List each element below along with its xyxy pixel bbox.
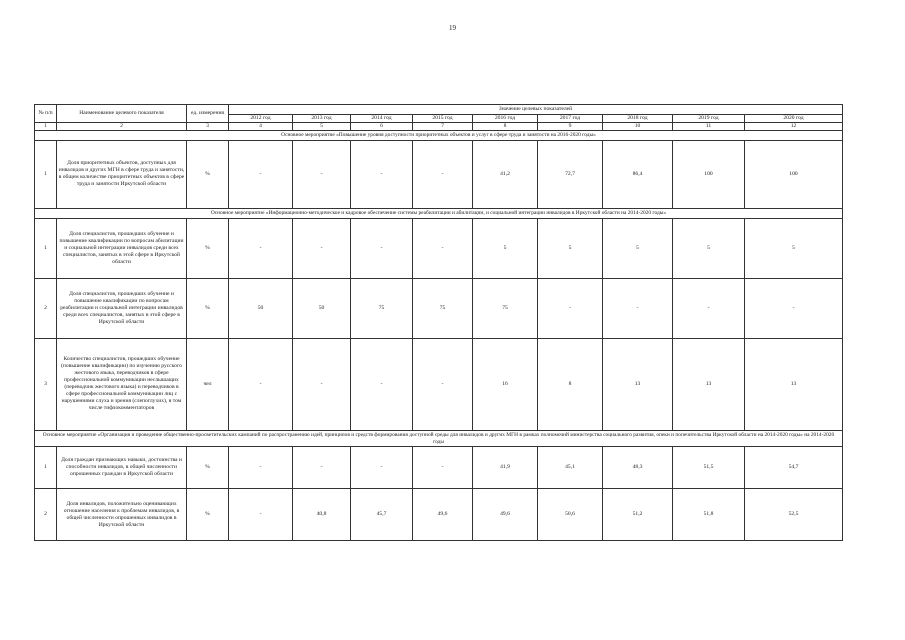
colnum-cell: 5 xyxy=(293,123,351,131)
header-row-1 xyxy=(35,105,843,115)
table-row xyxy=(35,338,843,430)
row-num: 1 xyxy=(35,447,57,489)
col-num-header: № п/п xyxy=(35,105,57,123)
value-cell: 51,2 xyxy=(603,489,673,541)
value-cell: 13 xyxy=(673,338,745,430)
value-cell: 13 xyxy=(745,338,843,430)
section-header-row xyxy=(35,208,843,218)
year-header: 2019 год xyxy=(673,115,745,123)
value-cell: - xyxy=(351,140,413,208)
value-cell: 5 xyxy=(673,218,745,278)
value-cell: 45,7 xyxy=(351,489,413,541)
value-cell: 51,8 xyxy=(673,489,745,541)
value-cell: 51,5 xyxy=(673,447,745,489)
row-num: 1 xyxy=(35,218,57,278)
colnum-cell: 6 xyxy=(351,123,413,131)
value-cell: 5 xyxy=(603,218,673,278)
table-row xyxy=(35,218,843,278)
value-cell: 45,1 xyxy=(538,447,603,489)
indicator-name: Доля приоритетных объектов, доступных для инвалидов и других МГН в сфере труда и занятости, в общем количестве приоритетных объектов в сфере труда и занятости Иркутской области xyxy=(57,140,187,208)
value-cell: 49,6 xyxy=(413,489,473,541)
value-cell: 100 xyxy=(745,140,843,208)
values-title-header: Значение целевых показателей xyxy=(229,105,843,115)
table-row xyxy=(35,140,843,208)
page-number: 19 xyxy=(449,24,456,32)
unit-cell: % xyxy=(187,140,229,208)
value-cell: 40,8 xyxy=(293,489,351,541)
year-header: 2016 год xyxy=(473,115,538,123)
section-title: Основное мероприятие «Информационно-методическое и кадровое обеспечение системы реабилитации и абилитации, и социальной интеграции инвалидов в Иркутской области на 2014-2020 годы» xyxy=(35,208,843,218)
value-cell: - xyxy=(293,140,351,208)
colnum-cell: 3 xyxy=(187,123,229,131)
value-cell: 86,4 xyxy=(603,140,673,208)
colnum-cell: 8 xyxy=(473,123,538,131)
table-row xyxy=(35,447,843,489)
unit-cell: % xyxy=(187,218,229,278)
col-unit-header: ед. измерения xyxy=(187,105,229,123)
value-cell: - xyxy=(745,278,843,338)
row-num: 2 xyxy=(35,278,57,338)
colnum-cell: 2 xyxy=(57,123,187,131)
value-cell: - xyxy=(351,447,413,489)
value-cell: 49,6 xyxy=(473,489,538,541)
value-cell: 54,7 xyxy=(745,447,843,489)
row-num: 1 xyxy=(35,140,57,208)
value-cell: 16 xyxy=(473,338,538,430)
colnum-cell: 7 xyxy=(413,123,473,131)
year-header: 2012 год xyxy=(229,115,293,123)
value-cell: - xyxy=(229,489,293,541)
value-cell: 41,9 xyxy=(473,447,538,489)
indicator-name: Доля специалистов, прошедших обучение и повышение квалификации по вопросам реабилитации и социальной интеграции инвалидов среди всех специалистов, занятых в этой сфере в Иркутской области xyxy=(57,278,187,338)
value-cell: 5 xyxy=(538,218,603,278)
table-row xyxy=(35,489,843,541)
value-cell: - xyxy=(293,338,351,430)
value-cell: - xyxy=(293,218,351,278)
colnum-cell: 9 xyxy=(538,123,603,131)
value-cell: 13 xyxy=(603,338,673,430)
value-cell: 50,6 xyxy=(538,489,603,541)
value-cell: - xyxy=(538,278,603,338)
value-cell: 8 xyxy=(538,338,603,430)
section-title: Основное мероприятие «Организация и проведение общественно-просветительских кампаний по распространению идей, принципов и средств формирования доступной среды для инвалидов и других МГН в рамках полномочий министерства социального развития, опеки и попечительства Иркутской области на 2014-2020 годы» на 2014-2020 годы xyxy=(35,430,843,447)
colnum-cell: 12 xyxy=(745,123,843,131)
unit-cell: % xyxy=(187,447,229,489)
section-header-row xyxy=(35,131,843,141)
col-name-header: Наименование целевого показателя xyxy=(57,105,187,123)
value-cell: 75 xyxy=(473,278,538,338)
year-header: 2014 год xyxy=(351,115,413,123)
section-title: Основное мероприятие «Повышение уровня доступности приоритетных объектов и услуг в сфере труда и занятости на 2016-2020 годы» xyxy=(35,131,843,141)
year-header: 2015 год xyxy=(413,115,473,123)
unit-cell: % xyxy=(187,278,229,338)
value-cell: 75 xyxy=(413,278,473,338)
colnum-cell: 4 xyxy=(229,123,293,131)
indicator-name: Количество специалистов, прошедших обучение (повышение квалификации) по изучению русского жестового языка, переводчиков в сфере профессиональной коммуникации неслышащих (переводчик жестового языка) и переводчиков в сфере профессиональной коммуникации лиц с нарушениями слуха и зрения (слепоглухих), в том числе тифлокомментаторов xyxy=(57,338,187,430)
value-cell: 48,3 xyxy=(603,447,673,489)
indicator-name: Доля инвалидов, положительно оценивающих отношение населения к проблемам инвалидов, в общей численности опрошенных инвалидов в Иркутской области xyxy=(57,489,187,541)
colnum-cell: 1 xyxy=(35,123,57,131)
value-cell: - xyxy=(293,447,351,489)
indicator-name: Доля граждан признающих навыки, достоинства и способности инвалидов, в общей численности опрошенных граждан в Иркутской области xyxy=(57,447,187,489)
year-header: 2013 год xyxy=(293,115,351,123)
value-cell: 50 xyxy=(293,278,351,338)
year-header: 2020 год xyxy=(745,115,843,123)
value-cell: - xyxy=(413,140,473,208)
value-cell: - xyxy=(413,447,473,489)
year-header: 2017 год xyxy=(538,115,603,123)
value-cell: 52,5 xyxy=(745,489,843,541)
colnum-cell: 11 xyxy=(673,123,745,131)
value-cell: - xyxy=(351,218,413,278)
year-header: 2018 год xyxy=(603,115,673,123)
value-cell: - xyxy=(413,338,473,430)
value-cell: - xyxy=(603,278,673,338)
table-row xyxy=(35,278,843,338)
value-cell: - xyxy=(229,338,293,430)
value-cell: 5 xyxy=(473,218,538,278)
value-cell: - xyxy=(229,218,293,278)
value-cell: - xyxy=(413,218,473,278)
value-cell: 75 xyxy=(351,278,413,338)
row-num: 3 xyxy=(35,338,57,430)
value-cell: - xyxy=(673,278,745,338)
value-cell: - xyxy=(229,140,293,208)
section-header-row xyxy=(35,430,843,447)
header-row-colnums xyxy=(35,123,843,131)
indicators-table xyxy=(34,104,843,541)
value-cell: 50 xyxy=(229,278,293,338)
value-cell: - xyxy=(229,447,293,489)
indicator-name: Доля специалистов, прошедших обучение и повышение квалификации по вопросам абилитации и социальной интеграции инвалидов среди всех специалистов, занятых в этой сфере в Иркутской области xyxy=(57,218,187,278)
value-cell: 41,2 xyxy=(473,140,538,208)
value-cell: 100 xyxy=(673,140,745,208)
colnum-cell: 10 xyxy=(603,123,673,131)
unit-cell: % xyxy=(187,489,229,541)
value-cell: - xyxy=(351,338,413,430)
unit-cell: чел xyxy=(187,338,229,430)
value-cell: 72,7 xyxy=(538,140,603,208)
value-cell: 5 xyxy=(745,218,843,278)
row-num: 2 xyxy=(35,489,57,541)
